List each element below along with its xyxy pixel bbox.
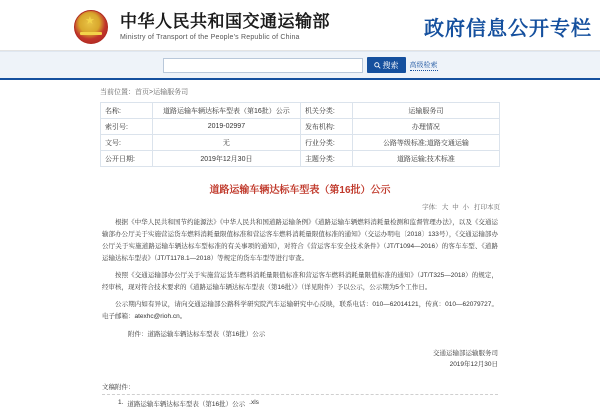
inline-attachment-line: 附件：道路运输车辆达标车型表（第16批）公示 bbox=[128, 331, 266, 339]
font-size-label: 字体: bbox=[422, 204, 437, 211]
attachment-link[interactable]: 道路运输车辆达标车型表（第16批）公示 bbox=[127, 401, 246, 408]
table-row bbox=[101, 119, 500, 135]
info-label: 发布机构: bbox=[300, 119, 352, 135]
font-size-medium[interactable]: 中 bbox=[452, 204, 459, 211]
attachments-header: 文稿附件： bbox=[102, 384, 135, 392]
search-button[interactable] bbox=[367, 57, 406, 73]
info-value: 办理情况 bbox=[352, 119, 499, 135]
info-label: 主题分类: bbox=[300, 151, 352, 167]
advanced-search-link[interactable]: 高级检索 bbox=[409, 61, 438, 69]
search-bar bbox=[0, 51, 600, 80]
search-icon bbox=[374, 62, 381, 69]
info-label: 行业分类: bbox=[300, 135, 352, 151]
list-item[interactable] bbox=[102, 399, 498, 408]
breadcrumb-separator: > bbox=[149, 89, 154, 96]
page-title: 道路运输车辆达标车型表（第16批）公示 bbox=[209, 185, 391, 196]
info-value: 道路运输车辆达标车型表（第16批）公示 bbox=[152, 103, 300, 119]
breadcrumb-item-home[interactable]: 首页 bbox=[135, 89, 149, 96]
table-row bbox=[101, 103, 500, 119]
info-label: 索引号: bbox=[101, 119, 153, 135]
info-value: 无 bbox=[152, 135, 300, 151]
article-body bbox=[0, 217, 600, 323]
breadcrumb bbox=[0, 80, 600, 102]
attachment-index: 1. bbox=[118, 399, 124, 407]
article-paragraph: 按照《交通运输部办公厅关于实施营运货车燃料消耗量限值标准和营运客车燃料消耗量限值标准的通知》（JT/T325—2018）的规定，经审核，现对符合技术要求的《道路运输车辆达标车型表（第16批）》（详见附件）予以公示，公示期为5个工作日。 bbox=[102, 272, 498, 292]
table-row bbox=[101, 135, 500, 151]
info-label: 文号: bbox=[101, 135, 153, 151]
breadcrumb-prefix: 当前位置： bbox=[100, 89, 135, 96]
font-size-options bbox=[441, 202, 470, 211]
site-title-en: Ministry of Transport of the People's Republic of China bbox=[120, 33, 300, 41]
signature-organization: 交通运输部运输服务司 bbox=[433, 350, 498, 358]
info-value: 2019年12月30日 bbox=[152, 151, 300, 167]
info-value: 道路运输;技术标准 bbox=[352, 151, 499, 167]
info-label: 名称: bbox=[101, 103, 153, 119]
font-size-toolbar bbox=[0, 202, 600, 211]
print-page-button[interactable]: 打印本页 bbox=[474, 204, 500, 211]
info-value: 运输服务司 bbox=[352, 103, 499, 119]
site-title-cn: 中华人民共和国交通运输部 bbox=[120, 12, 330, 32]
search-button-label: 搜索 bbox=[382, 60, 399, 70]
info-value: 公路等级标准;道路交通运输 bbox=[352, 135, 499, 151]
info-label: 公开日期: bbox=[101, 151, 153, 167]
font-size-large[interactable]: 大 bbox=[441, 204, 449, 211]
info-value: 2019-02997 bbox=[152, 119, 300, 135]
site-title-block bbox=[120, 12, 330, 42]
attachments-list bbox=[0, 399, 600, 408]
info-table-wrapper bbox=[0, 102, 600, 167]
signature-block bbox=[0, 348, 600, 370]
document-info-table bbox=[100, 102, 500, 167]
site-header bbox=[0, 0, 600, 51]
search-input[interactable] bbox=[163, 58, 363, 73]
font-size-small[interactable]: 小 bbox=[462, 204, 469, 211]
attachment-extension: .xls bbox=[249, 399, 259, 407]
article-paragraph: 根据《中华人民共和国节约能源法》《中华人民共和国道路运输条例》《道路运输车辆燃料消耗量检测和监督管理办法》，以及《交通运输部办公厅关于实施营运货车燃料消耗量限值标准和营运客车燃料消耗量限值标准的通知》（交运办明电〔2018〕133号），《交通运输部办公厅关于实施道路运输车辆达标车型标准的有关事项的通知》，对符合《营运客车安全技术条件》（JT/T1094—2016）的客车车型、《道路运输达标车型表》（JT/T1178.1—2018）等规定的货车车型等进行审查。 bbox=[102, 219, 498, 263]
breadcrumb-item-department[interactable]: 运输服务司 bbox=[153, 89, 189, 96]
section-banner: 政府信息公开专栏 bbox=[424, 18, 592, 40]
info-label: 机关分类: bbox=[300, 103, 352, 119]
article-paragraph: 公示期内如有异议，请向交通运输部公路科学研究院汽车运输研究中心反映，联系电话：010—62014121，传真：010—62079727。电子邮箱：atexhc@rioh.cn。 bbox=[102, 301, 498, 321]
signature-date: 2019年12月30日 bbox=[449, 361, 498, 369]
attachments-divider bbox=[102, 394, 498, 395]
table-row bbox=[101, 151, 500, 167]
national-emblem-icon: ★ bbox=[72, 8, 110, 46]
